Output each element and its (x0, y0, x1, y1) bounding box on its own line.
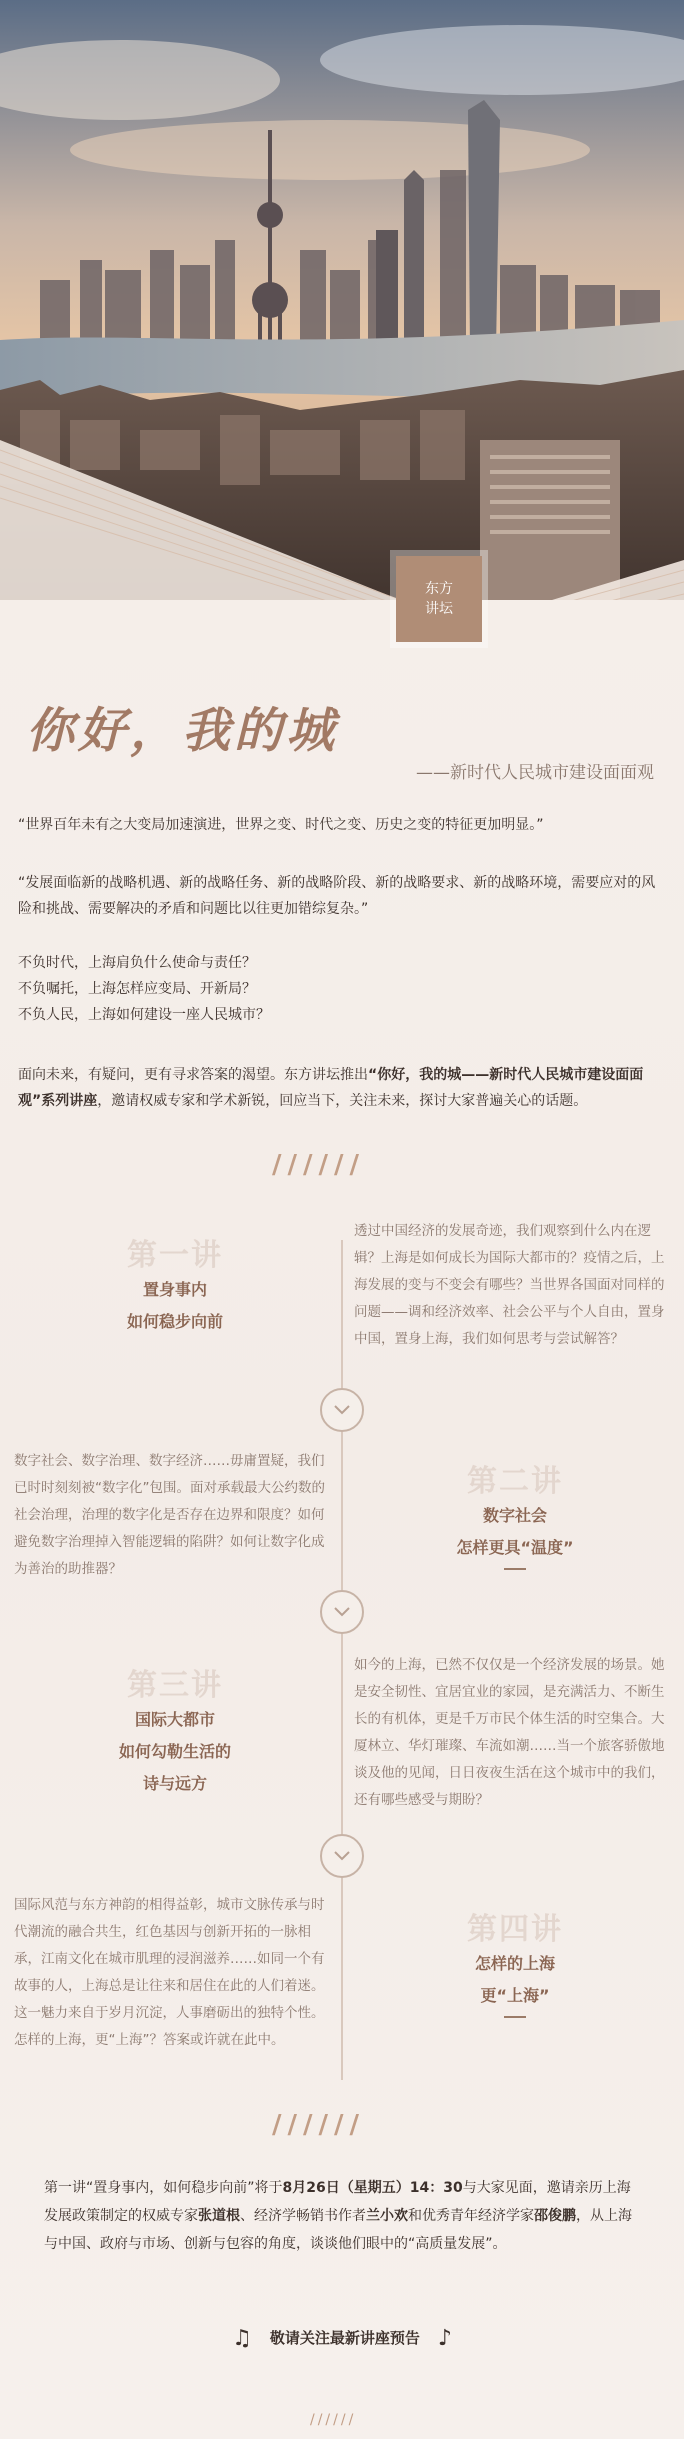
lecture-1-heading (80, 1230, 270, 1338)
lecture-2-description: 数字社会、数字治理、数字经济……毋庸置疑，我们已时时刻刻被“数字化”包围。面对承载最大公约数的社会治理，治理的数字化是否存在边界和限度？如何避免数字治理掉入智能逻辑的陷阱？如何让数字化成为善治的助推器？ (14, 1453, 325, 1577)
lecture-3-title-line2: 如何勾勒生活的 (118, 1742, 231, 1761)
question-2: 不负嘱托，上海怎样应变局、开新局？ (18, 981, 256, 997)
lecture-1-description: 透过中国经济的发展奇迹，我们观察到什么内在逻辑？上海是如何成长为国际大都市的？疫情之后，上海发展的变与不变会有哪些？当世界各国面对同样的问题——调和经济效率、社会公平与个人自由，置身中国，置身上海，我们如何思考与尝试解答？ (354, 1223, 665, 1347)
follow-callout-text: 敬请关注最新讲座预告 (269, 2329, 420, 2347)
dongfang-jiangtan-badge (396, 556, 482, 642)
series-name: “你好，我的城——新时代人民城市建设面面观”系列讲座 (18, 1067, 644, 1109)
lecture-3-title-line1: 国际大都市 (134, 1710, 215, 1729)
lecture-4-number: 第四讲 (467, 1912, 563, 1947)
badge-line-1: 东方 (425, 581, 453, 597)
question-1: 不负时代，上海肩负什么使命与责任？ (18, 955, 256, 971)
announce-text-d: 和优秀青年经济学家 (408, 2208, 534, 2224)
decorative-slashes-3: ////// (310, 2412, 357, 2428)
speaker-1: 张道根 (198, 2208, 240, 2224)
lecture-3-heading (80, 1660, 270, 1800)
music-note-icon: ♪ (437, 2326, 452, 2351)
question-3: 不负人民，上海如何建设一座人民城市？ (18, 1007, 270, 1023)
music-note-icon: ♫ (232, 2326, 252, 2351)
lecture-2-title-line2: 怎样更具“温度” (456, 1538, 574, 1557)
page-subtitle: ——新时代人民城市建设面面观 (416, 763, 654, 783)
announce-text-c: 、经济学畅销书作者 (240, 2208, 366, 2224)
chevron-down-icon (320, 1834, 364, 1878)
skyline-illustration (0, 0, 684, 640)
announce-text-a: 第一讲“置身事内，如何稳步向前”将于 (44, 2180, 283, 2196)
lecture-3-number: 第三讲 (127, 1668, 223, 1703)
announce-text-b: 与大家见面，邀请亲历上海发展政策制定的权威专家 (44, 2180, 631, 2224)
follow-callout (0, 2326, 684, 2351)
intro-quote-2: “发展面临新的战略机遇、新的战略任务、新的战略阶段、新的战略要求、新的战略环境，需要应对的风险和挑战、需要解决的矛盾和问题比以往更加错综复杂。” (18, 875, 656, 917)
announce-date: 8月26日（星期五）14：30 (282, 2180, 463, 2196)
announce-text-e: ，从上海与中国、政府与市场、创新与包容的角度，谈谈他们眼中的“高质量发展”。 (44, 2208, 632, 2252)
lecture-3-title-line3: 诗与远方 (142, 1774, 207, 1793)
lecture-4-description: 国际风范与东方神韵的相得益彰，城市文脉传承与时代潮流的融合共生，红色基因与创新开拓的一脉相承，江南文化在城市肌理的浸润滋养……如同一个有故事的人，上海总是让往来和居住在此的人们着迷。这一魅力来自于岁月沉淀，人事磨砺出的独特个性。怎样的上海，更“上海”？答案或许就在此中。 (14, 1897, 325, 2048)
decorative-slashes-2: ////// (272, 2110, 365, 2140)
lecture-1-title-line1: 置身事内 (142, 1280, 207, 1299)
decorative-slashes-1: ////// (272, 1150, 365, 1180)
lecture-2-heading (420, 1456, 610, 1570)
intro-text: 面向未来，有疑问，更有寻求答案的渴望。东方讲坛推出 (18, 1067, 368, 1083)
lecture-1-title-line2: 如何稳步向前 (126, 1312, 223, 1331)
lecture-4-underline (504, 2016, 526, 2018)
announcement-paragraph (44, 2174, 644, 2258)
lecture-4-title-line2: 更“上海” (480, 1986, 550, 2005)
hero-cityscape-image (0, 0, 684, 640)
lecture-2-title-line1: 数字社会 (482, 1506, 547, 1525)
speaker-3: 邵俊鹏 (534, 2208, 576, 2224)
speaker-2: 兰小欢 (366, 2208, 408, 2224)
intro-questions (18, 950, 666, 1028)
lecture-2-number: 第二讲 (467, 1464, 563, 1499)
timeline-line (341, 1240, 343, 2080)
badge-line-2: 讲坛 (425, 601, 453, 617)
chevron-down-icon (320, 1590, 364, 1634)
intro-quote-1: “世界百年未有之大变局加速演进，世界之变、时代之变、历史之变的特征更加明显。” (18, 817, 544, 833)
chevron-down-icon (320, 1388, 364, 1432)
lecture-2-underline (504, 1568, 526, 1570)
intro-text-end: ，邀请权威专家和学术新锐，回应当下，关注未来，探讨大家普遍关心的话题。 (97, 1093, 588, 1109)
lecture-4-title-line1: 怎样的上海 (474, 1954, 555, 1973)
lecture-3-description: 如今的上海，已然不仅仅是一个经济发展的场景。她是安全韧性、宜居宜业的家园，是充满活力、不断生长的有机体，更是千万市民个体生活的时空集合。大厦林立、华灯璀璨、车流如潮……当一个旅客骄傲地谈及他的见闻，日日夜夜生活在这个城市中的我们，还有哪些感受与期盼？ (354, 1657, 665, 1808)
intro-paragraph-series (18, 1062, 666, 1114)
lecture-1-number: 第一讲 (127, 1238, 223, 1273)
lecture-4-heading (420, 1904, 610, 2018)
page-title: 你好，我的城 (26, 703, 339, 759)
